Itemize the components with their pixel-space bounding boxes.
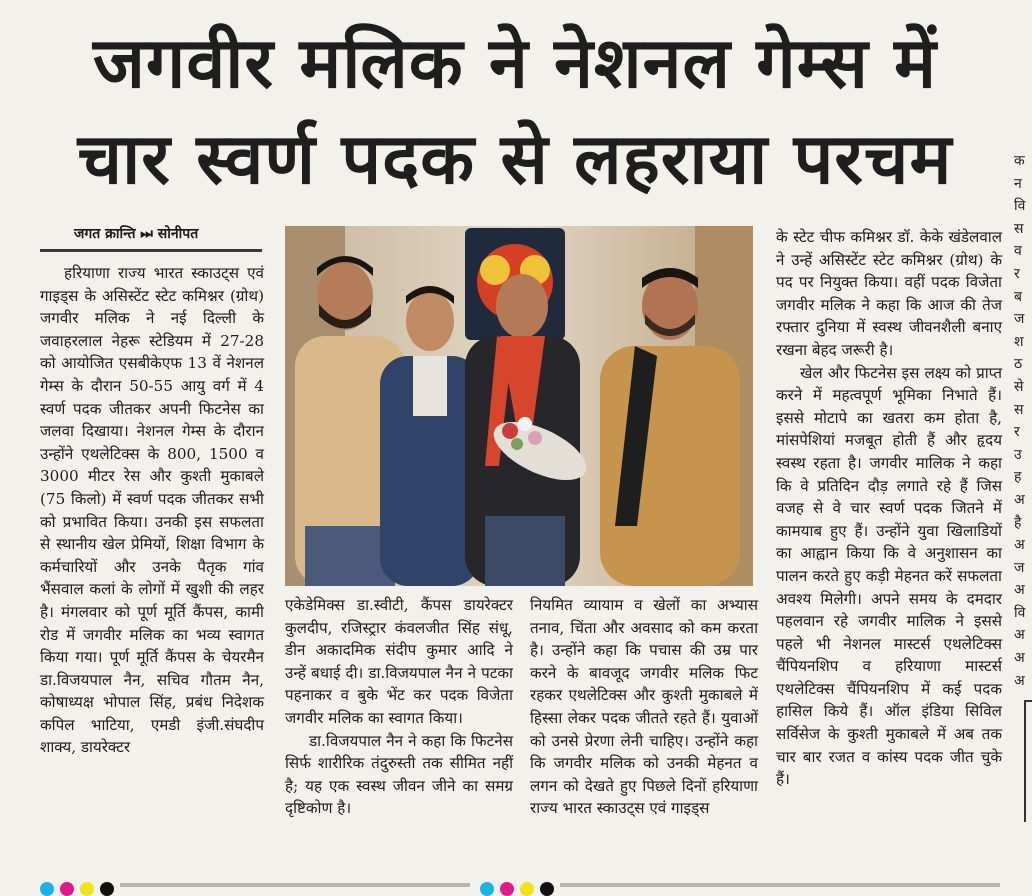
headline-line-2: चार स्वर्ण पदक से लहराया परचम bbox=[77, 118, 953, 200]
fragment-line: र bbox=[1014, 265, 1020, 282]
article-column-1 bbox=[40, 262, 264, 759]
fragment-line: अ bbox=[1014, 650, 1025, 667]
paragraph: डा.विजयपाल नैन ने कहा कि फिटनेस सिर्फ शारीरिक तंदुरुस्ती तक सीमित नहीं है; यह एक स्वस्थ जीवन जीने का समग्र दृष्टिकोण है। bbox=[285, 731, 513, 818]
fragment-line: वि bbox=[1014, 604, 1026, 621]
fragment-line: स bbox=[1014, 401, 1024, 418]
black-dot bbox=[540, 882, 554, 896]
byline: जगत क्रान्ति ⏭ सोनीपत bbox=[40, 224, 262, 252]
fragment-line: ब bbox=[1014, 288, 1022, 305]
yellow-dot bbox=[80, 882, 94, 896]
fragment-line: अ bbox=[1014, 582, 1025, 599]
fragment-line: उ bbox=[1014, 446, 1022, 463]
fragment-line: अ bbox=[1014, 537, 1025, 554]
paragraph: हरियाणा राज्य भारत स्काउट्स एवं गाइड्स के असिस्टेंट स्टेट कमिश्नर (ग्रोथ) जगवीर मलिक ने नई दिल्ली के जवाहरलाल नेहरू स्टेडियम में 27-28 को आयोजित एसबीकेएफ 13 वें नेशनल गेम्स के दौरान 50-55 आयु वर्ग में 4 स्वर्ण पदक जीतकर अपनी फिटनेस का जलवा दिखाया। नेशनल गेम्स के दौरान उन्होंने एथलेटिक्स के 800, 1500 व 3000 मीटर रेस और कुश्ती मुकाबले (75 किलो) में स्वर्ण पदक जीतकर सभी को प्रभावित किया। उनकी इस सफलता से स्थानीय खेल प्रेमियों, शिक्षा विभाग के कर्मचारियों और उनके पैतृक गांव भैंसवाल कलां के लोगों में खुशी की लहर है। मंगलवार को पूर्ण मूर्ति कैंपस, कामी रोड में जगवीर मलिक का भव्य स्वागत किया गया। पूर्ण मूर्ति कैंपस के चेयरमैन डा.विजयपाल नैन, सचिव गौतम नैन, कोषाध्यक्ष भोपाल सिंह, प्रबंध निदेशक कपिल भाटिया, एमडी इंजी.संघदीप शाक्य, डायरेक्टर bbox=[40, 264, 264, 757]
headline-line-1: जगवीर मलिक ने नेशनल गेम्स में bbox=[92, 22, 938, 104]
fragment-line: से bbox=[1014, 378, 1024, 395]
yellow-dot bbox=[520, 882, 534, 896]
adjacent-box-border bbox=[1024, 700, 1032, 822]
fragment-line: र bbox=[1014, 424, 1020, 441]
bottom-rule bbox=[120, 883, 470, 887]
black-dot bbox=[100, 882, 114, 896]
fragment-line: ह bbox=[1014, 469, 1022, 486]
fragment-line: अ bbox=[1014, 672, 1025, 689]
fragment-line: है bbox=[1014, 514, 1022, 531]
fragment-line: स bbox=[1014, 220, 1024, 237]
article-column-4 bbox=[776, 226, 1002, 791]
fragment-line: अ bbox=[1014, 627, 1025, 644]
paragraph: खेल और फिटनेस इस लक्ष्य को प्राप्त करने में महत्वपूर्ण भूमिका निभाते हैं। इससे मोटापे का खतरा कम होता है, मांसपेशियां मजबूत होती हैं और हृदय स्वस्थ रहता है। जगवीर मालिक ने कहा कि वे प्रतिदिन दौड़ लगाते रहे हैं जिस वजह से वे चार स्वर्ण पदक जितने में कामयाब हुए हैं। उन्होंने युवा खिलाडियों का आह्वान किया कि वे अनुशासन का पालन करते हुए कड़ी मेहनत करें सफलता अवश्य मिलेगी। अपने समय के दमदार पहलवान रहे जगवीर मालिक ने इससे पहले भी नेशनल मास्टर्स एथलेटिक्स चैंपियनशिप व हरियाणा मास्टर्स एथलेटिक्स चैंपियनशिप में कई पदक हासिल किये हैं। ऑल इंडिया सिविल सर्विसेज के कुश्ती मुकाबले में अब तक चार बार रजत व कांस्य पदक जीत चुके हैं। bbox=[776, 363, 1002, 789]
article-column-3 bbox=[530, 594, 758, 820]
photo-illustration bbox=[285, 226, 753, 586]
fragment-line: व bbox=[1014, 243, 1022, 260]
paragraph: एकेडेमिक्स डा.स्वीटी, कैंपस डायरेक्टर कुलदीप, रजिस्ट्रार कंवलजीत सिंह संधू, डीन अकादमिक संदीप कुमार आदि ने उन्हें बधाई दी। डा.विजयपाल नैन ने पटका पहनाकर व बुके भेंट कर पदक विजेता जगवीर मलिक का स्वागत किया। bbox=[285, 596, 513, 727]
magenta-dot bbox=[60, 882, 74, 896]
article-column-2 bbox=[285, 594, 513, 820]
registration-marks bbox=[0, 878, 1032, 896]
fragment-line: ज bbox=[1014, 559, 1025, 576]
paragraph: के स्टेट चीफ कमिश्नर डॉ. केके खंडेलवाल ने उन्हें असिस्टेंट स्टेट कमिश्नर (ग्रोथ) के पद पर नियुक्त किया। वहीं पदक विजेता जगवीर मलिक ने कहा कि आज की तेज रफ्तार दुनिया में स्वस्थ जीवनशैली बनाए रखना बेहद जरूरी है। bbox=[776, 228, 1002, 359]
fragment-line: श bbox=[1014, 333, 1024, 350]
fragment-line: अ bbox=[1014, 491, 1025, 508]
magenta-dot bbox=[500, 882, 514, 896]
fragment-line: ठ bbox=[1014, 356, 1023, 373]
cyan-dot bbox=[40, 882, 54, 896]
fragment-line: वि bbox=[1014, 198, 1026, 215]
bottom-rule bbox=[560, 883, 1000, 887]
fragment-line: क bbox=[1014, 153, 1025, 169]
cyan-dot bbox=[480, 882, 494, 896]
fragment-line: न bbox=[1014, 175, 1022, 192]
news-photo bbox=[285, 226, 753, 586]
paragraph: नियमित व्यायाम व खेलों का अभ्यास तनाव, चिंता और अवसाद को कम करता है। उन्होंने कहा कि पचास की उम्र पार करने के बावजूद जगवीर मलिक फिट रहकर एथलेटिक्स और कुश्ती मुकाबले में हिस्सा लेकर पदक जीतते रहते हैं। युवाओं को उनसे प्रेरणा लेनी चाहिए। उन्होंने कहा कि जगवीर मलिक को उनकी मेहनत व लगन को देखते हुए पिछले दिनों हरियाणा राज्य भारत स्काउट्स एवं गाइड्स bbox=[530, 596, 758, 818]
fragment-line: ज bbox=[1014, 311, 1025, 328]
